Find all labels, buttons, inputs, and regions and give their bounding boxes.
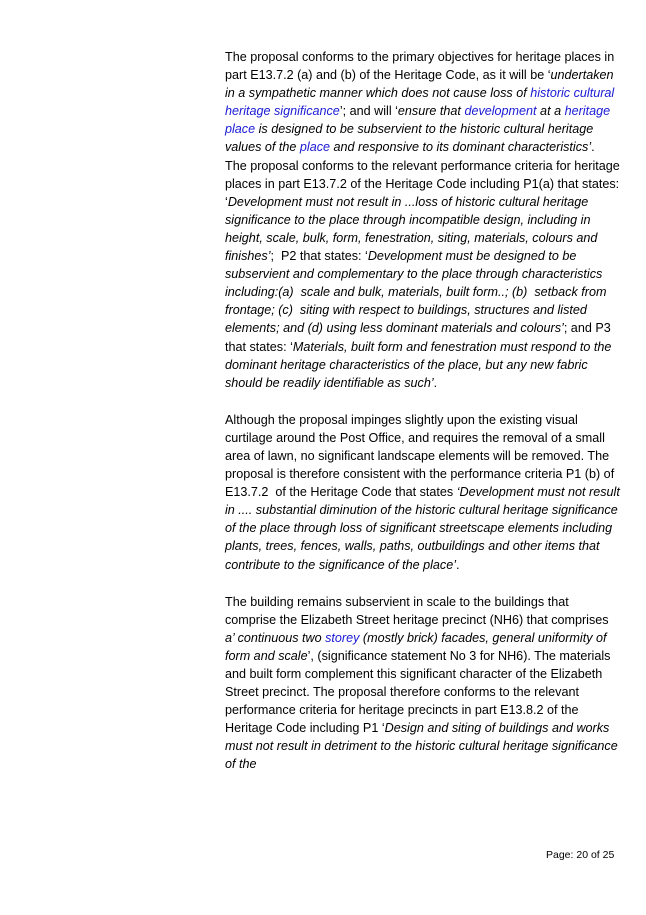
page-number: Page: 20 of 25 xyxy=(546,849,615,861)
quoted-text: Development must not result in ...loss of historic cultural heritage significance to the place through incompatible design, including in height, scale, bulk, form, fenestration, siting, materials, colours and finishes’ xyxy=(225,194,601,264)
body-text: ; P2 that states: ‘ xyxy=(270,249,368,264)
glossary-term-link: development xyxy=(464,104,537,119)
quoted-text: is designed to be subservient to the historic cultural heritage values of the xyxy=(225,122,597,155)
paragraph-landscape-elements xyxy=(225,411,624,574)
body-text: . xyxy=(433,375,438,390)
body-text: The proposal conforms to the primary objectives for heritage places in part E13.7.2 (a) and (b) of the Heritage Code, as it will be ‘ xyxy=(225,50,618,83)
quoted-text: at a xyxy=(536,104,565,119)
glossary-term-link: historic cultural heritage significance xyxy=(225,86,618,119)
quoted-text: ensure that xyxy=(397,104,465,119)
quoted-text: undertaken in a sympathetic manner which does not cause loss of xyxy=(225,68,618,101)
quoted-text: Development must be designed to be subservient and complementary to the place through characteristics including:(a) scale and bulk, materials, built form..; (b) setback from frontage; (c) siting with respect to buildings, structures and listed elements; and (d) using less dominant materials and colours’ xyxy=(225,249,610,336)
quoted-text: and responsive to its dominant characteristics’ xyxy=(330,140,592,155)
quoted-text: (mostly brick) facades, general uniformity of form and scale xyxy=(225,630,610,663)
paragraph-precinct-scale xyxy=(225,593,620,774)
quoted-text: a’ continuous two xyxy=(225,630,326,645)
glossary-term-link: storey xyxy=(325,630,360,645)
body-text: ; and P3 that states: ‘ xyxy=(225,321,615,354)
body-text: ’; and will ‘ xyxy=(339,104,398,119)
quoted-text: Materials, built form and fenestration must respond to the dominant heritage characteristics of the place, but any new fabric should be readily identifiable as such’ xyxy=(225,339,615,390)
glossary-term-link: place xyxy=(299,140,331,155)
body-text: . xyxy=(456,557,460,572)
body-text: Although the proposal impinges slightly upon the existing visual curtilage around the Post Office, and requires the removal of a small area of lawn, no significant landscape elements will be removed. The proposal is therefore consistent with the performance criteria P1 (b) of E13.7.2 of the Heritage Code that states xyxy=(225,412,618,500)
body-text: ’, (significance statement No 3 for NH6). The materials and built form complement this significant character of the Elizabeth Street precinct. The proposal therefore conforms to the relevant performance criteria for heritage precincts in part E13.8.2 of the Heritage Code including P1 ‘ xyxy=(225,648,614,736)
quoted-text: ‘Development must not result in .... substantial diminution of the historic cultural heritage significance of the place through loss of significant streetscape elements including plants, trees, fences, walls, paths, outbuildings and other items that contribute to the significance of the place’ xyxy=(225,485,624,572)
quoted-text: Design and siting of buildings and works must not result in detriment to the historic cultural heritage significance of the xyxy=(225,721,622,772)
body-text: The building remains subservient in scale to the buildings that comprise the Elizabeth Street heritage precinct (NH6) that comprises xyxy=(225,594,613,627)
document-body xyxy=(225,48,624,774)
glossary-term-link: heritage place xyxy=(225,104,614,137)
paragraph-heritage-objectives xyxy=(225,48,624,392)
body-text: . The proposal conforms to the relevant performance criteria for heritage places in part E13.7.2 of the Heritage Code including P1(a) that states: ‘ xyxy=(225,140,624,209)
